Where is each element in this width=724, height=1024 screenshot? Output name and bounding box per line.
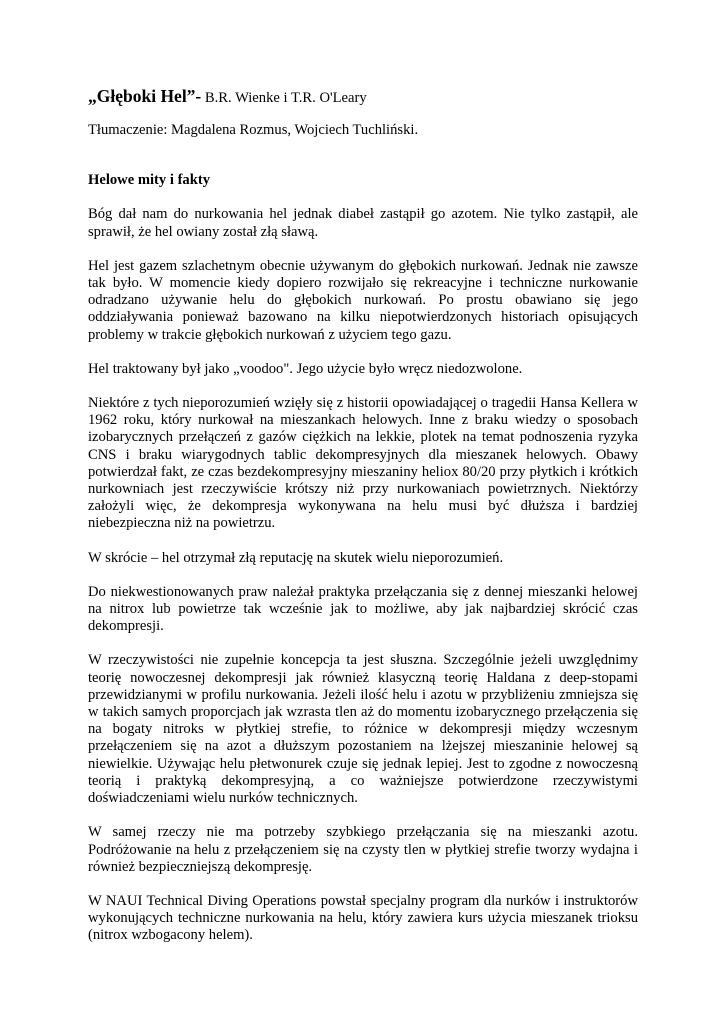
- paragraph-7: W rzeczywistości nie zupełnie koncepcja ta jest słuszna. Szczególnie jeżeli uwzględnimy teorię nowoczesnej dekompresji jak również klasyczną teorię Haldana z deep-stopami przewidzianymi w profilu nurkowania. Jeżeli ilość helu i azotu w przybliżeniu zmniejsza się w takich samych proporcjach jak wzrasta tlen aż do momentu izobarycznego przełączenia się na bogaty nitroks w płytkiej strefie, to różnice w dekompresji między wczesnym przełączeniem się na azot a dłuższym pozostaniem na lżejszej mieszaninie helowej są niewielkie. Używając helu płetwonurek czuje się jednak lepiej. Jest to zgodne z nowoczesną teorią i praktyką dekompresyjną, a co ważniejsze potwierdzone rzeczywistymi doświadczeniami wielu nurków technicznych.: [88, 652, 638, 807]
- paragraph-3: Hel traktowany był jako „voodoo". Jego użycie było wręcz niedozwolone.: [88, 360, 523, 377]
- paragraph-8: W samej rzeczy nie ma potrzeby szybkiego przełączania się na mieszanki azotu. Podróżowanie na helu z przełączeniem się na czysty tlen w płytkiej strefie tworzy wydajna i również bezpieczniejszą dekompresję.: [88, 824, 638, 875]
- section-heading: Helowe mity i fakty: [88, 172, 210, 189]
- document-authors: B.R. Wienke i T.R. O'Leary: [201, 90, 367, 106]
- paragraph-4: Niektóre z tych nieporozumień wzięły się z historii opowiadającej o tragedii Hansa Kellera w 1962 roku, który nurkował na mieszankach helowych. Inne z braku wiedzy o sposobach izobarycznych przełączeń z gazów ciężkich na lekkie, plotek na temat podnoszenia ryzyka CNS i braku wiarygodnych tablic dekompresyjnych dla mieszanek helowych. Obawy potwierdzał fakt, ze czas bezdekompresyjny mieszaniny heliox 80/20 przy płytkich i krótkich nurkowniach jest rzeczywiście krótszy niż przy nurkowaniach powietrznych. Niektórzy założyli więc, że dekompresja wykonywana na helu musi być dłuższa i bardziej niebezpieczna niż na powietrzu.: [88, 395, 638, 532]
- document-title-line: [88, 86, 638, 108]
- document-title: „Głęboki Hel”-: [88, 86, 202, 106]
- document-page: [88, 86, 638, 962]
- paragraph-5: W skrócie – hel otrzymał złą reputację na skutek wielu nieporozumień.: [88, 549, 504, 566]
- paragraph-9: W NAUI Technical Diving Operations powstał specjalny program dla nurków i instruktorów wykonujących techniczne nurkowania na helu, który zawiera kurs użycia mieszanek trioksu (nitrox wzbogacony helem).: [88, 892, 638, 944]
- paragraph-6: Do niekwestionowanych praw należał praktyka przełączania się z dennej mieszanki helowej na nitrox lub powietrze tak wcześnie jak to możliwe, aby jak najbardziej skrócić czas dekompresji.: [88, 583, 638, 635]
- paragraph-2: Hel jest gazem szlachetnym obecnie używanym do głębokich nurkowań. Jednak nie zawsze tak było. W momencie kiedy dopiero rozwijało się rekreacyjne i techniczne nurkowanie odradzano używanie helu do głębokich nurkowań. Po prostu obawiano się jego oddziaływania ponieważ bazowano na kilku niepotwierdzonych historiach opisujących problemy w trakcie głębokich nurkowań z użyciem tego gazu.: [88, 257, 638, 343]
- paragraph-1: Bóg dał nam do nurkowania hel jednak diabeł zastąpił go azotem. Nie tylko zastąpił, ale sprawił, że hel owiany został złą sławą.: [88, 206, 638, 240]
- translators-line: Tłumaczenie: Magdalena Rozmus, Wojciech Tuchliński.: [88, 122, 419, 138]
